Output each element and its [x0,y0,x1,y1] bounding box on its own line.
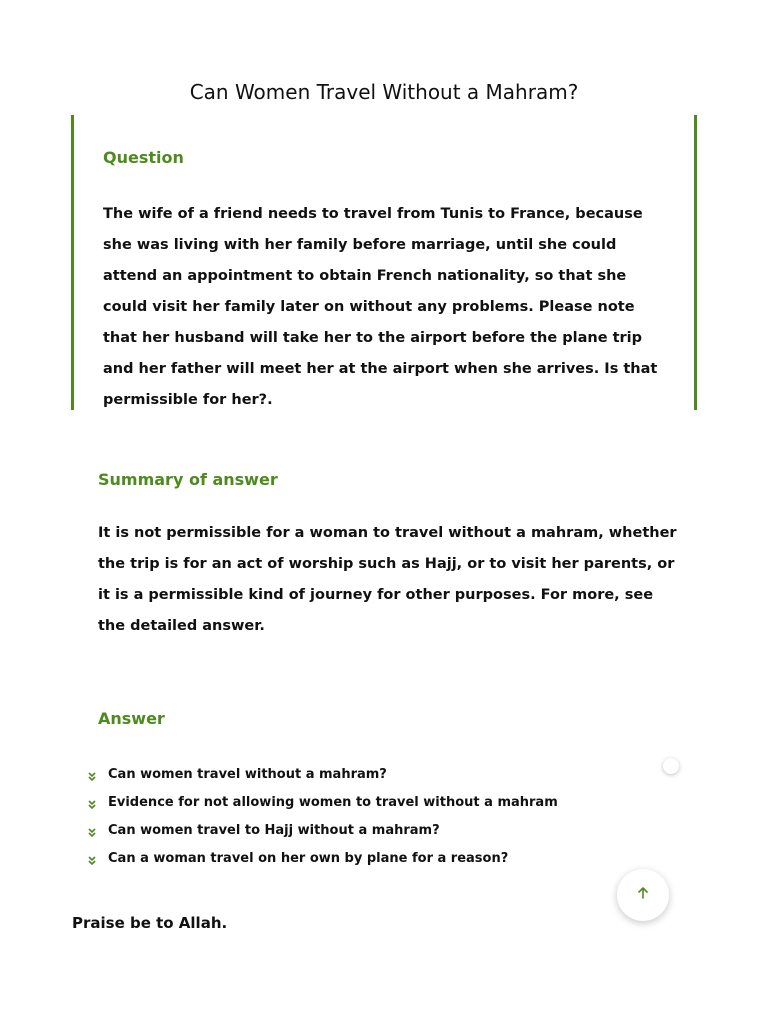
scroll-to-top-button[interactable] [617,869,669,921]
toc-item-label: Can a woman travel on her own by plane for a reason? [108,850,509,866]
summary-heading: Summary of answer [98,470,278,489]
question-heading: Question [103,148,184,167]
toc-item[interactable] [86,844,558,872]
toc-item[interactable] [86,816,558,844]
toc-item[interactable] [86,760,558,788]
toc-item-label: Can women travel without a mahram? [108,766,387,782]
double-chevron-down-icon [86,824,98,836]
arrow-up-icon [635,885,651,905]
summary-text: It is not permissible for a woman to travel without a mahram, whether the trip is for an act of worship such as Hajj, or to visit her parents, or it is a permissible kind of journey for other purposes. For more, see the detailed answer. [98,525,677,634]
question-box [71,115,697,410]
toc-item-label: Evidence for not allowing women to travel without a mahram [108,794,558,810]
question-text: The wife of a friend needs to travel from Tunis to France, because she was living with her family before marriage, until she could attend an appointment to obtain French nationality, so that she could visit her family later on without any problems. Please note that her husband will take her to the airport before the plane trip and her father will meet her at the airport when she arrives. Is that permissible for her?. [103,206,658,408]
double-chevron-down-icon [86,768,98,780]
answer-opening-text: Praise be to Allah. [72,914,228,932]
double-chevron-down-icon [86,796,98,808]
toc-item[interactable] [86,788,558,816]
scroll-indicator-dot[interactable] [663,758,679,774]
double-chevron-down-icon [86,852,98,864]
toc-item-label: Can women travel to Hajj without a mahram? [108,822,440,838]
table-of-contents [86,760,558,872]
answer-heading: Answer [98,709,165,728]
page-title: Can Women Travel Without a Mahram? [189,80,579,104]
